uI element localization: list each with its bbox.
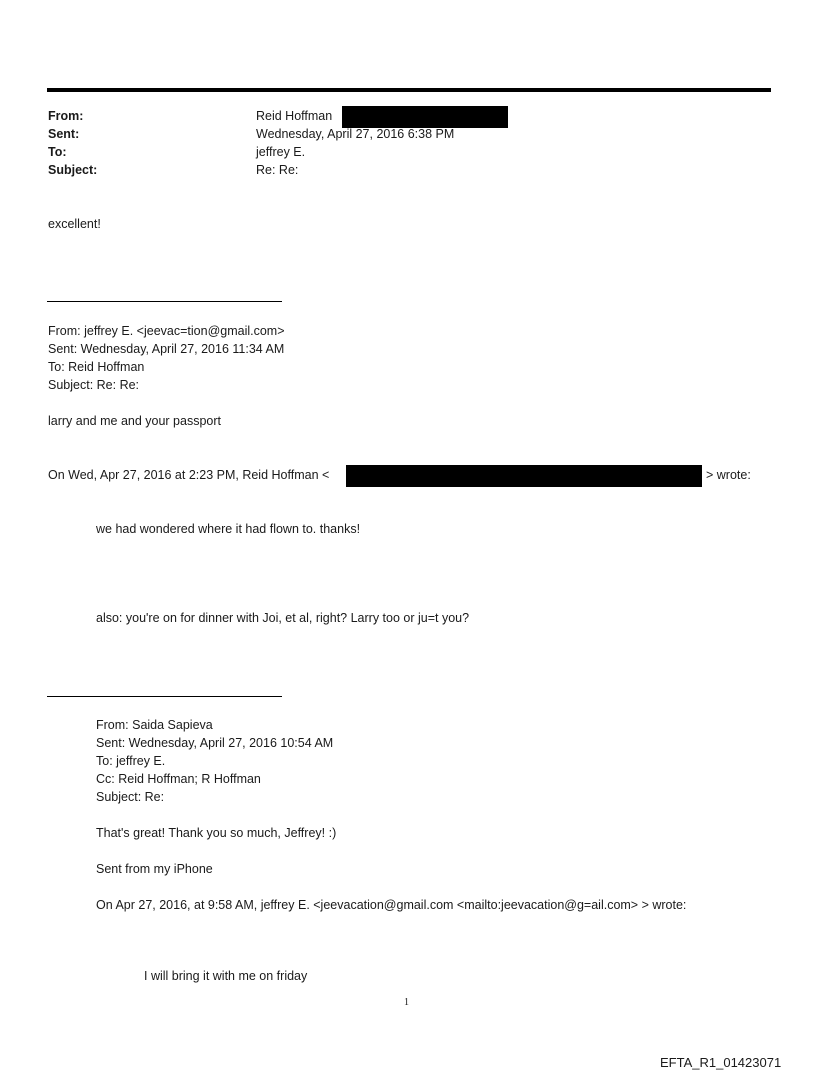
wrote-line-prefix: On Wed, Apr 27, 2016 at 2:23 PM, Reid Hoffman < <box>48 468 330 482</box>
document-id: EFTA_R1_01423071 <box>660 1055 782 1070</box>
separator <box>47 696 282 697</box>
header-rule <box>47 88 771 92</box>
wrote-line-suffix: > wrote: <box>706 468 751 482</box>
sent-label: Sent: <box>48 127 80 141</box>
msg2-wrote-line: On Apr 27, 2016, at 9:58 AM, jeffrey E. <jeevacation@gmail.com <mailto:jeevacation@g=ail.com> > wrote: <box>96 898 687 912</box>
quote-line: we had wondered where it had flown to. thanks! <box>96 522 361 536</box>
subject-value: Re: Re: <box>256 163 299 177</box>
msg2-from: From: Saida Sapieva <box>96 718 213 732</box>
msg2-signature: Sent from my iPhone <box>96 862 213 876</box>
redaction-box <box>342 106 508 128</box>
sent-value: Wednesday, April 27, 2016 6:38 PM <box>256 127 455 141</box>
msg1-to: To: Reid Hoffman <box>48 360 145 374</box>
body-text: excellent! <box>48 217 101 231</box>
msg2-sent: Sent: Wednesday, April 27, 2016 10:54 AM <box>96 736 334 750</box>
msg1-sent: Sent: Wednesday, April 27, 2016 11:34 AM <box>48 342 285 356</box>
msg1-body: larry and me and your passport <box>48 414 222 428</box>
msg2-cc: Cc: Reid Hoffman; R Hoffman <box>96 772 261 786</box>
msg1-from: From: jeffrey E. <jeevac=tion@gmail.com> <box>48 324 285 338</box>
subject-label: Subject: <box>48 163 98 177</box>
msg2-to: To: jeffrey E. <box>96 754 166 768</box>
to-label: To: <box>48 145 67 159</box>
redaction-box <box>346 465 702 487</box>
from-value: Reid Hoffman <box>256 109 333 123</box>
quote-line: I will bring it with me on friday <box>144 969 308 983</box>
separator <box>47 301 282 302</box>
msg1-subject: Subject: Re: Re: <box>48 378 140 392</box>
to-value: jeffrey E. <box>256 145 306 159</box>
from-label: From: <box>48 109 84 123</box>
page-number: 1 <box>404 997 409 1008</box>
msg2-subject: Subject: Re: <box>96 790 165 804</box>
quote-line: also: you're on for dinner with Joi, et al, right? Larry too or ju=t you? <box>96 611 470 625</box>
msg2-body: That's great! Thank you so much, Jeffrey! :) <box>96 826 337 840</box>
